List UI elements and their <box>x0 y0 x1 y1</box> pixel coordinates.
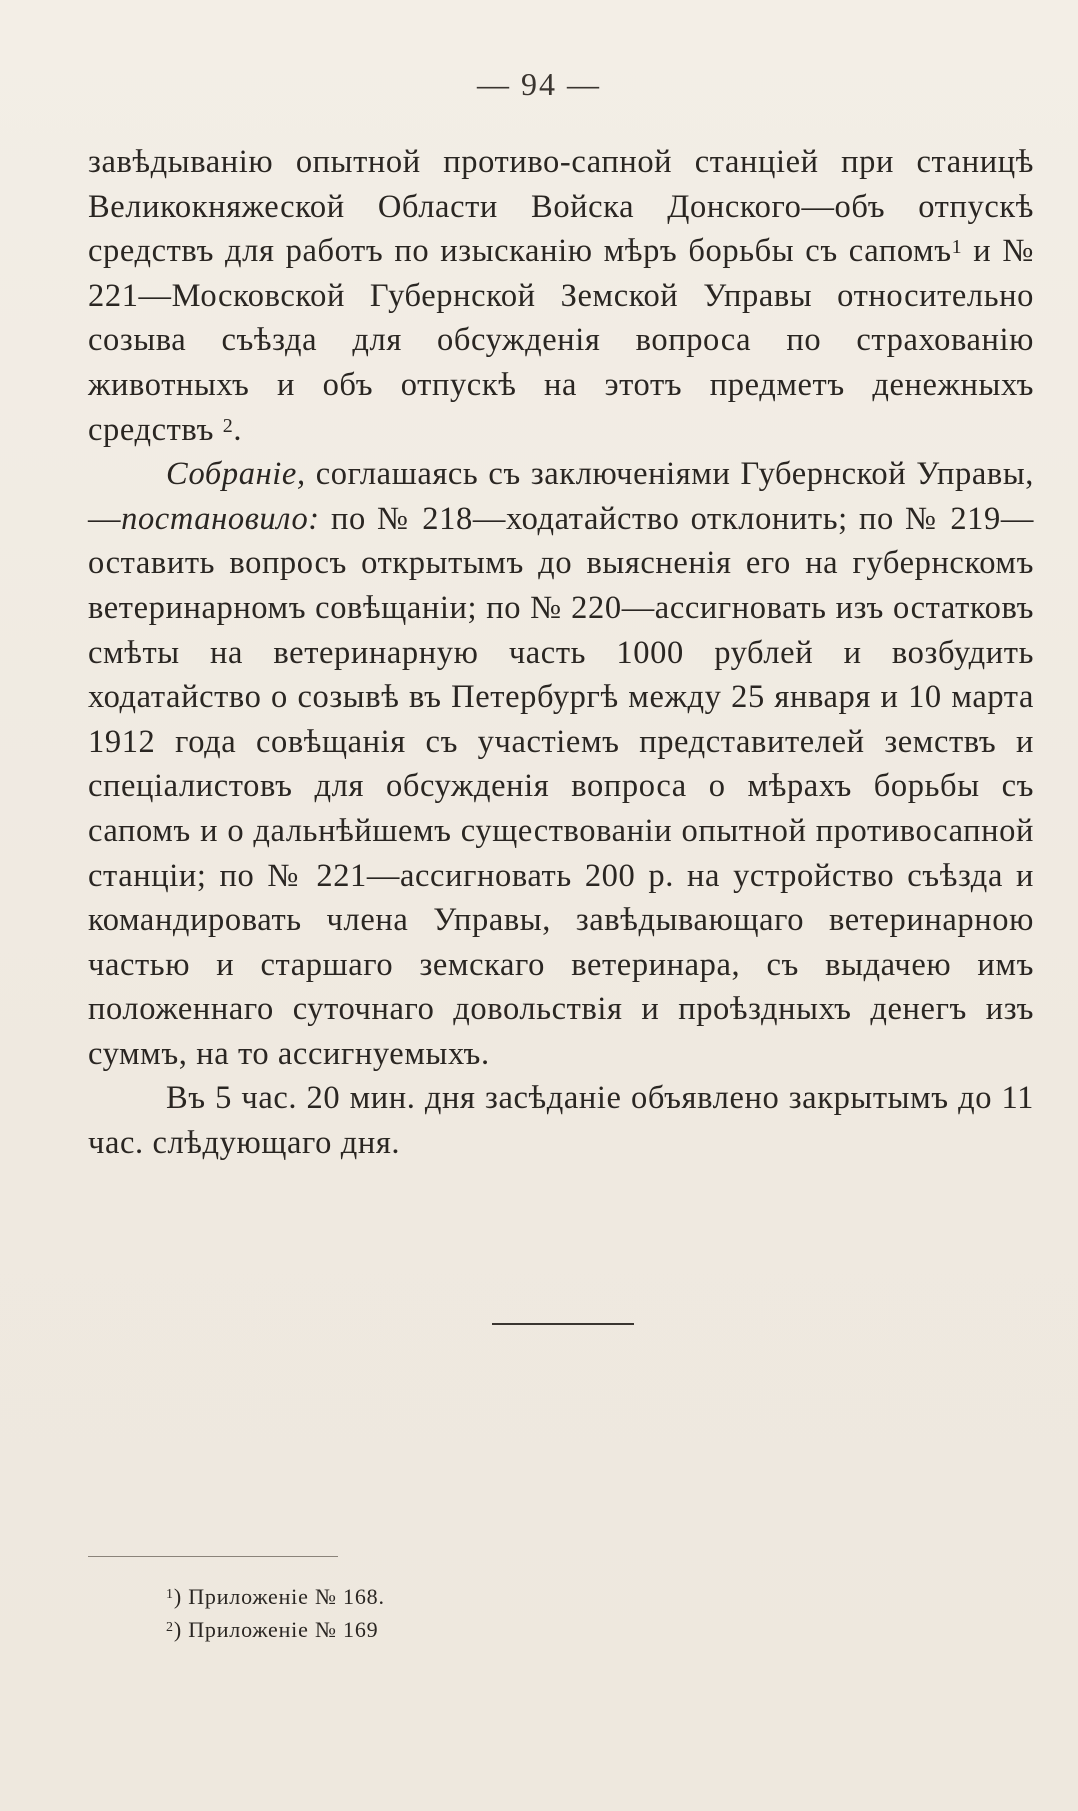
footnote-2-mark: 2 <box>166 1620 174 1635</box>
footnote-1 <box>166 1580 385 1613</box>
paragraph-1-text: завѣдыванію опытной противо-сапной станціей при станицѣ Великокняжеской Области Войска Донского—объ отпускѣ средствъ для работъ по изысканію мѣръ борьбы съ сапомъ <box>88 144 1034 270</box>
paragraph-1-text-continued: и № 221—Московской Губернской Земской Управы относительно созыва съѣзда для обсужденія вопроса по страхованію животныхъ и объ отпускѣ на этотъ предметъ денежныхъ средствъ <box>88 233 1034 448</box>
paragraph-1-end: . <box>233 411 243 448</box>
footnote-ref-1: 1 <box>951 236 963 259</box>
footnote-1-text: ) Приложеніе № 168. <box>173 1584 385 1609</box>
footnote-1-mark: 1 <box>166 1587 174 1602</box>
footnote-2 <box>166 1613 385 1646</box>
paragraph-2 <box>88 452 1034 1076</box>
footnote-rule <box>88 1556 338 1557</box>
footnote-2-text: ) Приложеніе № 169 <box>173 1617 379 1642</box>
paragraph-2-text-continued: по № 218—ходатайство отклонить; по № 219—оставить вопросъ открытымъ до выясненія его на губернскомъ ветеринарномъ совѣщаніи; по № 220—ассигновать изъ остатковъ смѣты на ветеринарную часть 1000 рублей и возбудить ходатайство о созывѣ въ Петербургѣ между 25 января и 10 марта 1912 года совѣщанія съ участіемъ представителей земствъ и спеціалистовъ для обсужденія вопроса о мѣрахъ борьбы съ сапомъ и о дальнѣйшемъ существованіи опытной противосапной станціи; по № 221—ассигновать 200 р. на устройство съѣзда и командировать члена Управы, завѣдывающаго ветеринарною частью и старшаго земскаго ветеринара, съ выдачею имъ положеннаго суточнаго довольствія и проѣздныхъ денегъ изъ суммъ, на то ассигнуемыхъ. <box>88 500 1034 1072</box>
section-separator <box>492 1323 634 1325</box>
paragraph-2-subject: Собраніе, <box>166 456 306 493</box>
paragraph-2-verb: постановило: <box>121 500 320 537</box>
paragraph-2-text: соглашаясь съ заключеніями Губернской Управы,— <box>88 456 1034 537</box>
footnotes <box>166 1580 385 1646</box>
page-number: — 94 — <box>477 66 601 102</box>
paragraph-3: Въ 5 час. 20 мин. дня засѣданіе объявлено закрытымъ до 11 час. слѣдующаго дня. <box>88 1080 1034 1162</box>
body-text <box>88 140 1034 1166</box>
footnote-ref-2: 2 <box>222 414 234 437</box>
paragraph-1 <box>88 140 1034 452</box>
